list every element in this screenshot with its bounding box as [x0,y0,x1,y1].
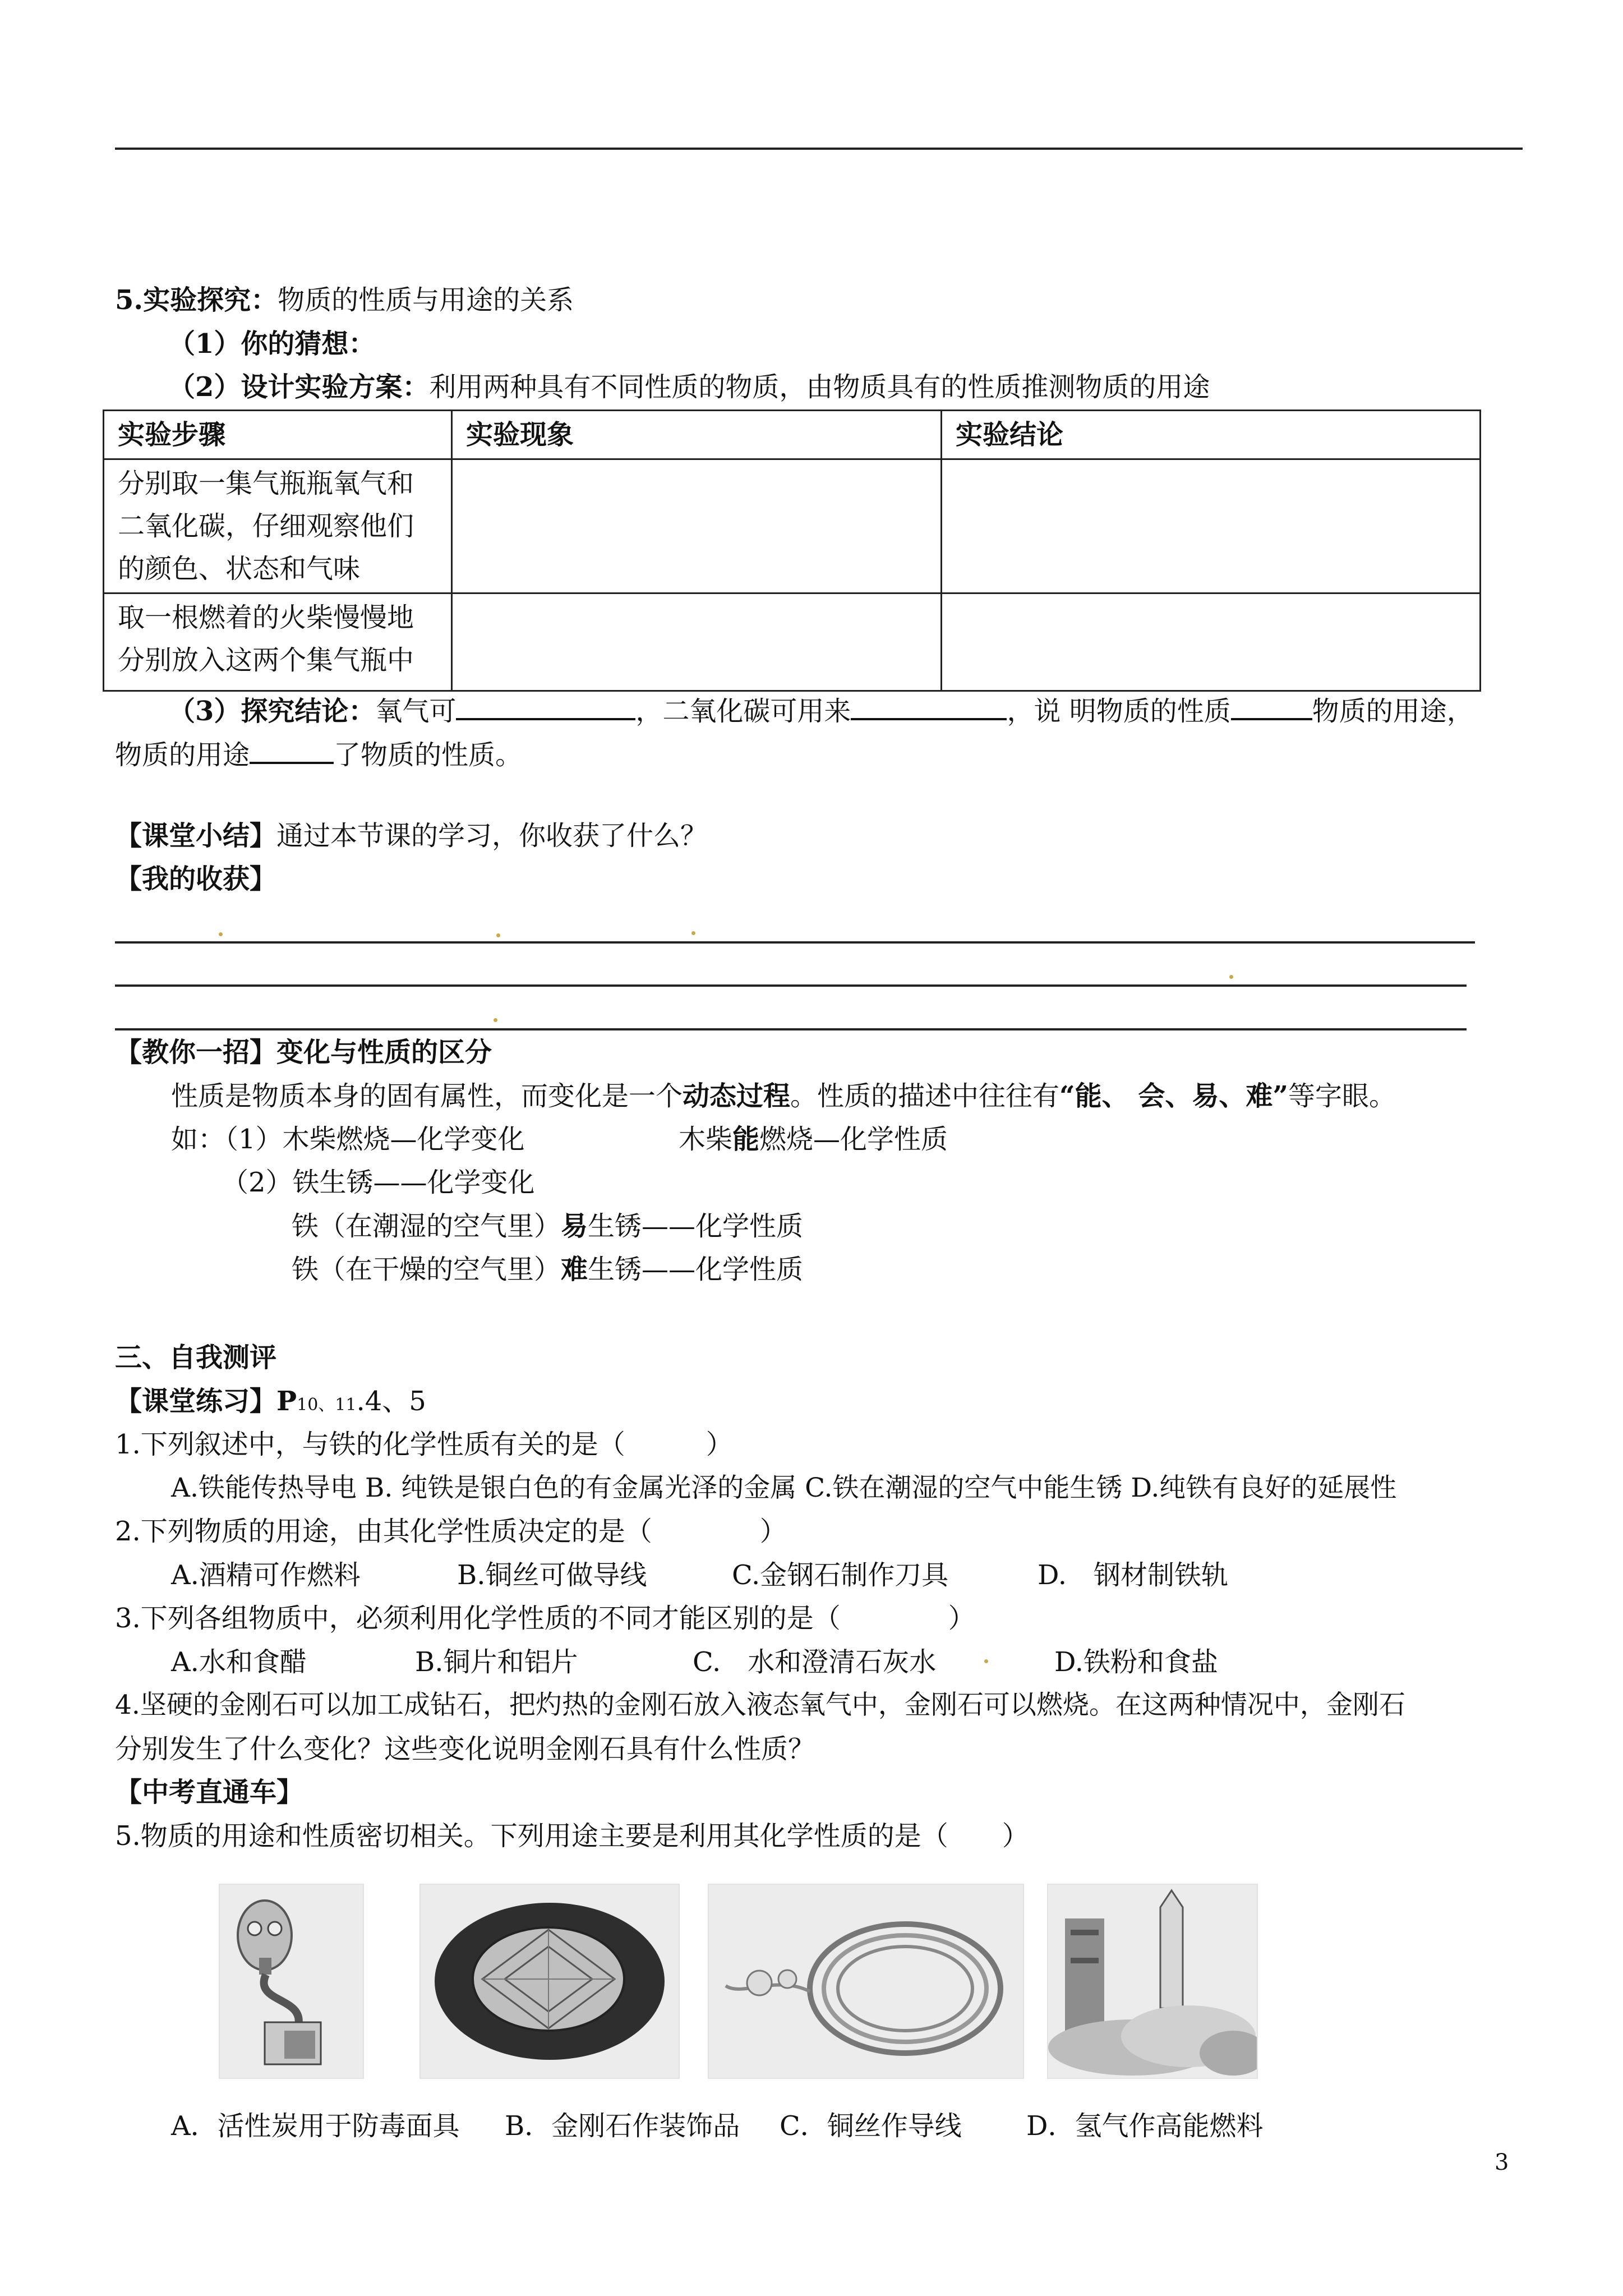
experiment-table [103,409,1481,692]
answer-blank[interactable] [1231,693,1312,720]
question-4-line-2: 分别发生了什么变化？这些变化说明金刚石具有什么性质？ [115,1733,815,1765]
question-5-option: B．金刚石作装饰品 [505,2110,740,2142]
exam-heading: 【中考直通车】 [115,1777,304,1808]
question-4-line-1: 4.坚硬的金刚石可以加工成钻石，把灼热的金刚石放入液态氧气中，金刚石可以燃烧。在这两种情况中，金刚石 [115,1690,1405,1720]
plan-line: （2）设计实验方案：利用两种具有不同性质的物质，由物质具有的性质推测物质的用途 [168,371,1210,403]
question-2: 2.下列物质的用途，由其化学性质决定的是（ ） [115,1516,787,1547]
conclusion-line-2: 物质的用途 了物质的性质。 [115,737,522,772]
diamond-image [419,1884,680,2079]
table-cell-step: 取一根燃着的火柴慢慢地 分别放入这两个集气瓶中 [104,593,452,691]
question-5-option: A．活性炭用于防毒面具 [171,2110,460,2142]
question-2-option: B.铜丝可做导线 [457,1559,647,1591]
page-number: 3 [1495,2150,1509,2175]
scan-speck [219,932,223,936]
table-cell-conclusion[interactable] [942,593,1481,691]
scan-speck [691,931,695,935]
copper-wire-image [708,1884,1024,2079]
question-3-option: B.铜片和铝片 [415,1646,578,1678]
question-2-option: C.金钢石制作刀具 [732,1559,949,1591]
question-5-option: D．氢气作高能燃料 [1026,2110,1264,2142]
question-1-options: A.铁能传热导电 B. 纯铁是银白色的有金属光泽的金属 C.铁在潮湿的空气中能生锈 D.纯铁有良好的延展性 [171,1473,1397,1503]
gains-line[interactable] [115,984,1467,987]
tip-heading: 【教你一招】变化与性质的区分 [115,1037,492,1068]
table-cell-phenomenon[interactable] [452,459,942,593]
answer-blank[interactable] [851,693,1007,720]
tip-example-1: 如：（1）木柴燃烧—化学变化 [171,1124,525,1155]
answer-blank[interactable] [456,693,635,720]
question-3: 3.下列各组物质中，必须利用化学性质的不同才能区别的是（ ） [115,1603,975,1634]
tip-example-3: 铁（在潮湿的空气里）易生锈——化学性质 [292,1211,804,1242]
answer-blank[interactable] [250,737,334,764]
gas-mask-image [219,1884,364,2079]
question-3-option: D.铁粉和食盐 [1054,1646,1219,1678]
guess-prompt: （1）你的猜想： [168,328,376,360]
table-cell-phenomenon[interactable] [452,593,942,691]
table-cell-conclusion[interactable] [942,459,1481,593]
scan-speck [494,1018,497,1022]
tip-example-4: 铁（在干燥的空气里）难生锈——化学性质 [292,1254,804,1285]
question-5-option: C．铜丝作导线 [780,2110,962,2142]
tip-example-2: （2）铁生锈——化学变化 [222,1167,535,1198]
practice-line: 【课堂练习】P10、11.4、5 [115,1386,426,1417]
gains-line[interactable] [115,941,1475,944]
header-rule [115,148,1523,150]
question-2-option: A.酒精可作燃料 [171,1559,361,1591]
tip-intro: 性质是物质本身的固有属性，而变化是一个动态过程。性质的描述中往往有“能、 会、易、难”等字眼。 [171,1080,1396,1112]
table-header: 实验现象 [452,411,942,459]
question-5: 5.物质的用途和性质密切相关。下列用途主要是利用其化学性质的是（ ） [115,1820,1029,1852]
conclusion-line-1: （3）探究结论：氧气可 ，二氧化碳可用来 ，说 明物质的性质 物质的用途， [168,693,1474,728]
scan-speck [496,933,500,937]
rocket-launch-image [1047,1884,1258,2079]
table-header: 实验步骤 [104,411,452,459]
question-3-option: A.水和食醋 [171,1646,307,1678]
scan-speck [984,1659,988,1663]
summary-line: 【课堂小结】通过本节课的学习，你收获了什么？ [115,820,708,852]
scan-speck [1229,975,1233,979]
test-heading: 三、自我测评 [115,1342,277,1373]
question-2-option: D. 钢材制铁轨 [1038,1559,1229,1591]
gains-line[interactable] [115,1028,1467,1030]
table-cell-step: 分别取一集气瓶瓶氧气和 二氧化碳，仔细观察他们 的颜色、状态和气味 [104,459,452,593]
gains-label: 【我的收获】 [115,863,277,895]
tip-example-1-property: 木柴能燃烧—化学性质 [679,1124,948,1155]
table-header: 实验结论 [942,411,1481,459]
section-title: 5.实验探究：物质的性质与用途的关系 [115,284,574,316]
question-3-option: C. 水和澄清石灰水 [693,1646,937,1678]
question-1: 1.下列叙述中，与铁的化学性质有关的是（ ） [115,1429,733,1460]
